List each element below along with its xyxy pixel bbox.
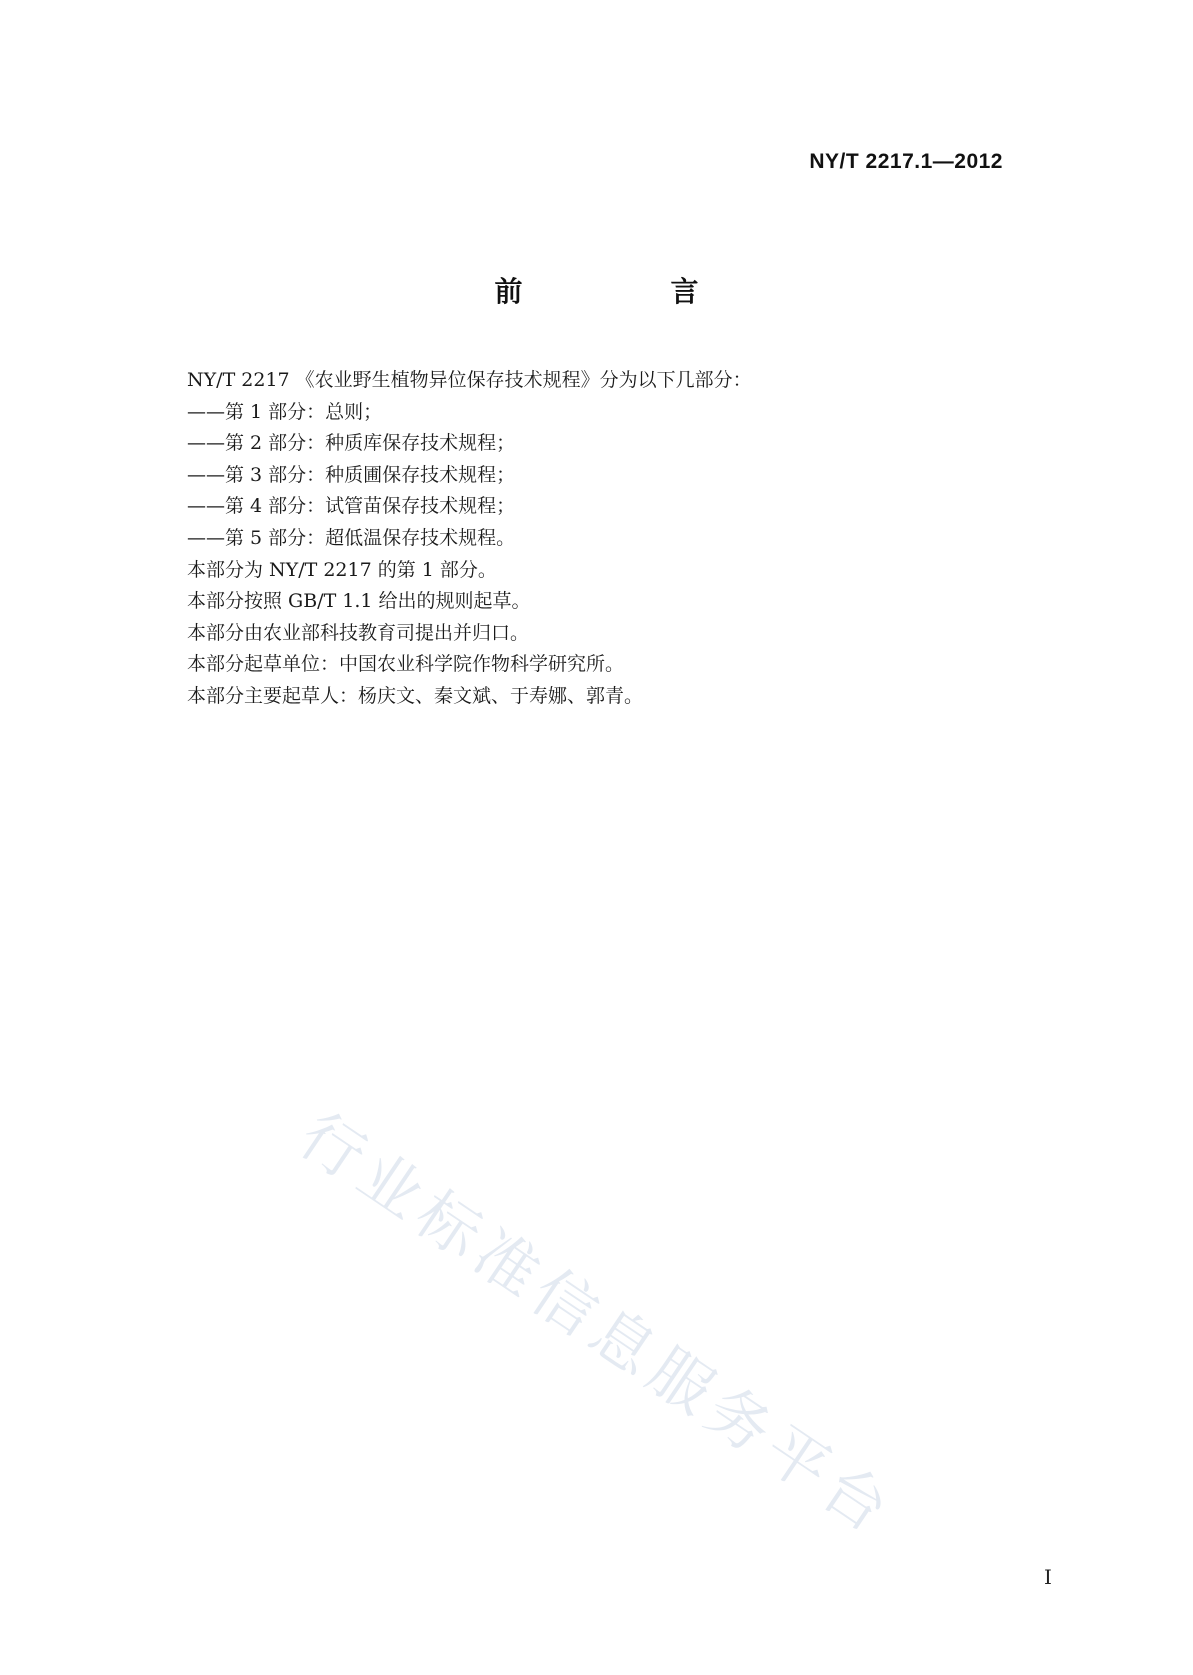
- list-item-part-2: ——第 2 部分：种质库保存技术规程；: [187, 432, 516, 455]
- standard-code: NY/T 2217.1—2012: [809, 150, 1003, 173]
- paragraph-part-statement: 本部分为 NY/T 2217 的第 1 部分。: [187, 558, 497, 581]
- page-number: I: [1044, 1565, 1052, 1589]
- paragraph-intro: NY/T 2217 《农业野生植物异位保存技术规程》分为以下几部分：: [187, 369, 752, 391]
- list-item-part-1: ——第 1 部分：总则；: [187, 400, 383, 423]
- paragraph-drafting-rules: 本部分按照 GB/T 1.1 给出的规则起草。: [187, 590, 531, 613]
- list-item-part-5: ——第 5 部分：超低温保存技术规程。: [187, 526, 516, 549]
- list-item-part-3: ——第 3 部分：种质圃保存技术规程；: [187, 463, 516, 486]
- page-title: 前 言: [494, 275, 759, 308]
- paragraph-drafting-unit: 本部分起草单位：中国农业科学院作物科学研究所。: [187, 653, 625, 676]
- list-item-part-4: ——第 4 部分：试管苗保存技术规程；: [187, 495, 516, 518]
- paragraph-drafters: 本部分主要起草人：杨庆文、秦文斌、于寿娜、郭青。: [187, 684, 644, 707]
- paragraph-proposer: 本部分由农业部科技教育司提出并归口。: [187, 621, 530, 644]
- foreword-body: [187, 365, 1007, 713]
- watermark: 行业标准信息服务平台: [286, 1098, 908, 1551]
